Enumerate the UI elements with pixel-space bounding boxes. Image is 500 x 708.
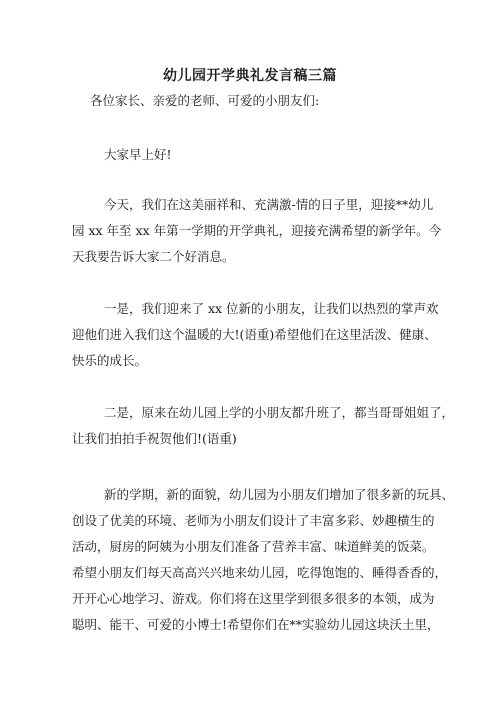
greeting-paragraph [72,142,444,168]
text-line: 开开心心地学习、游戏。你们将在这里学到很多很多的本领，成为 [72,591,435,606]
text-line: 聪明、能干、可爱的小博士!希望你们在**实验幼儿园这块沃土里， [72,617,440,632]
salutation-paragraph [72,88,444,114]
body-paragraph-2 [72,296,444,374]
text-line: 希望小朋友们每天高高兴兴地来幼儿园，吃得饱饱的、睡得香香的， [72,565,448,580]
text-line: 快乐的成长。 [72,353,148,368]
text-line: 二是，原来在幼儿园上学的小朋友都升班了，都当哥哥姐姐了， [104,405,455,420]
text-line: 一是，我们迎来了 xx 位新的小朋友，让我们以热烈的掌声欢 [104,301,439,316]
text-line: 让我们拍拍手祝贺他们!(语重) [72,431,237,446]
text-line: 创设了优美的环境、老师为小朋友们设计了丰富多彩、妙趣横生的 [72,513,435,528]
body-paragraph-1 [72,192,444,270]
text-line: 各位家长、亲爱的老师、可爱的小朋友们: [90,93,320,108]
text-line: 新的学期，新的面貌，幼儿园为小朋友们增加了很多新的玩具、 [104,487,455,502]
document-title: 幼儿园开学典礼发言稿三篇 [163,68,337,84]
body-paragraph-3 [72,400,455,452]
text-line: 活动，厨房的阿姨为小朋友们准备了营养丰富、味道鲜美的饭菜。 [72,539,435,554]
text-line: 今天，我们在这美丽祥和、充满激-情的日子里，迎接**幼儿 [104,197,434,212]
text-line: 大家早上好! [104,147,172,162]
text-line: 天我要告诉大家二个好消息。 [72,249,235,264]
body-paragraph-4 [72,482,455,638]
text-line: 园 xx 年至 xx 年第一学期的开学典礼，迎接充满希望的新学年。今 [72,223,442,238]
text-line: 迎他们进入我们这个温暖的大!(语重)希望他们在这里活泼、健康、 [72,327,437,342]
